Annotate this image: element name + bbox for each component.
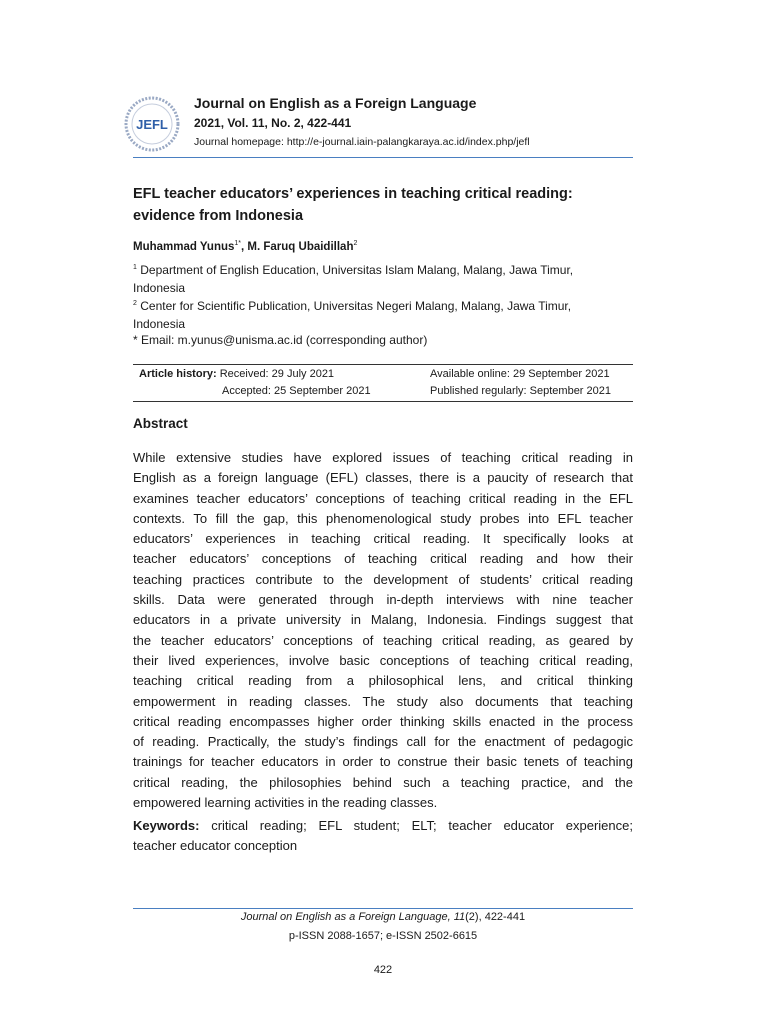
keywords-text: teacher educator conception [133,838,298,854]
abstract-line: critical reading, the philosophies behind such a teaching practice, and the [133,774,633,790]
history-accepted: Accepted: 25 September 2021 [222,385,371,397]
abstract-line: empowered learning activities in the reading classes. [133,795,438,811]
abstract-line: educators in a private university in Malang, Indonesia. Findings suggest that [133,612,633,628]
footer-divider [133,908,633,909]
affiliation-mark: 1 [133,264,137,271]
affiliation-text: Center for Scientific Publication, Universitas Negeri Malang, Malang, Jawa Timur, [140,299,572,313]
abstract-line: While extensive studies have explored issues of teaching critical reading in [133,450,633,465]
journal-homepage[interactable]: Journal homepage: http://e-journal.iain-palangkaraya.ac.id/index.php/jefl [194,136,530,148]
abstract-line: examines teacher educators’ conceptions of teaching critical reading in the EFL [133,490,633,506]
affiliation-text: Indonesia [133,281,186,295]
logo-text: JEFL [136,117,168,132]
author-mark: 1* [234,240,242,247]
journal-logo [124,96,180,152]
abstract-heading: Abstract [133,416,188,431]
abstract-line: teaching practices contribute to the development of students’ critical reading [133,571,633,587]
abstract-body [133,448,633,813]
journal-volume: 2021, Vol. 11, No. 2, 422-441 [194,116,352,130]
abstract-line: teacher educators’ conceptions of teaching critical reading and how their [133,551,633,567]
abstract-line: educators’ experiences in teaching critical reading. It specifically looks at [133,531,633,547]
author-separator: , [241,240,248,253]
author-name: Muhammad Yunus [133,240,235,253]
author-list [133,240,357,253]
abstract-line: teaching critical reading from a philosophical lens, and critical thinking [133,673,633,689]
keywords-text: critical reading; EFL student; ELT; teacher educator experience; [199,818,633,833]
affiliation-text: Department of English Education, Universitas Islam Malang, Malang, Jawa Timur, [140,263,574,277]
footer-issn: p-ISSN 2088-1657; e-ISSN 2502-6615 [288,930,478,942]
abstract-line: the teacher educators’ conceptions of teaching critical reading, as geared by [133,632,633,648]
abstract-line: empowerment in reading classes. The study also documents that teaching [133,693,633,709]
author-name: M. Faruq Ubaidillah [247,240,354,253]
affiliation-1 [133,259,633,297]
history-received: Received: 29 July 2021 [219,368,335,380]
citation-rest: (2), 422-441 [465,911,526,923]
keywords-label: Keywords: [133,818,200,833]
history-label: Article history: [139,368,217,380]
abstract-line: critical reading encompasses higher order thinking skills enacted in the process [133,713,633,729]
history-published: Published regularly: September 2021 [430,385,612,397]
abstract-line: contexts. To fill the gap, this phenomenological study probes into EFL teacher [133,510,633,526]
affiliation-2 [133,295,633,333]
abstract-line: trainings for teacher educators in order to construe their basic tenets of teaching [133,754,633,770]
page-number: 422 [373,964,393,976]
abstract-line: their lived experiences, involve basic conceptions of teaching critical reading, [133,652,633,668]
abstract-line: skills. Data were generated through in-depth interviews with nine teacher [133,592,633,608]
abstract-line: of reading. Practically, the study’s findings call for the enactment of pedagogic [133,734,633,750]
footer-citation [133,911,633,923]
abstract-line: English as a foreign language (EFL) classes, there is a paucity of research that [133,470,633,486]
title-line: EFL teacher educators’ experiences in teaching critical reading: [133,186,573,202]
paper-title [133,183,633,227]
article-history [133,364,633,402]
citation-journal: Journal on English as a Foreign Language, 11 [240,911,466,923]
author-mark: 2 [353,240,358,247]
title-line: evidence from Indonesia [133,208,304,224]
journal-title: Journal on English as a Foreign Language [194,95,477,111]
affiliation-text: Indonesia [133,317,186,331]
history-available: Available online: 29 September 2021 [430,368,610,380]
header-divider [133,157,633,158]
affiliation-mark: 2 [133,300,137,307]
keywords [133,816,633,857]
corresponding-email: * Email: m.yunus@unisma.ac.id (corresponding author) [133,333,428,347]
